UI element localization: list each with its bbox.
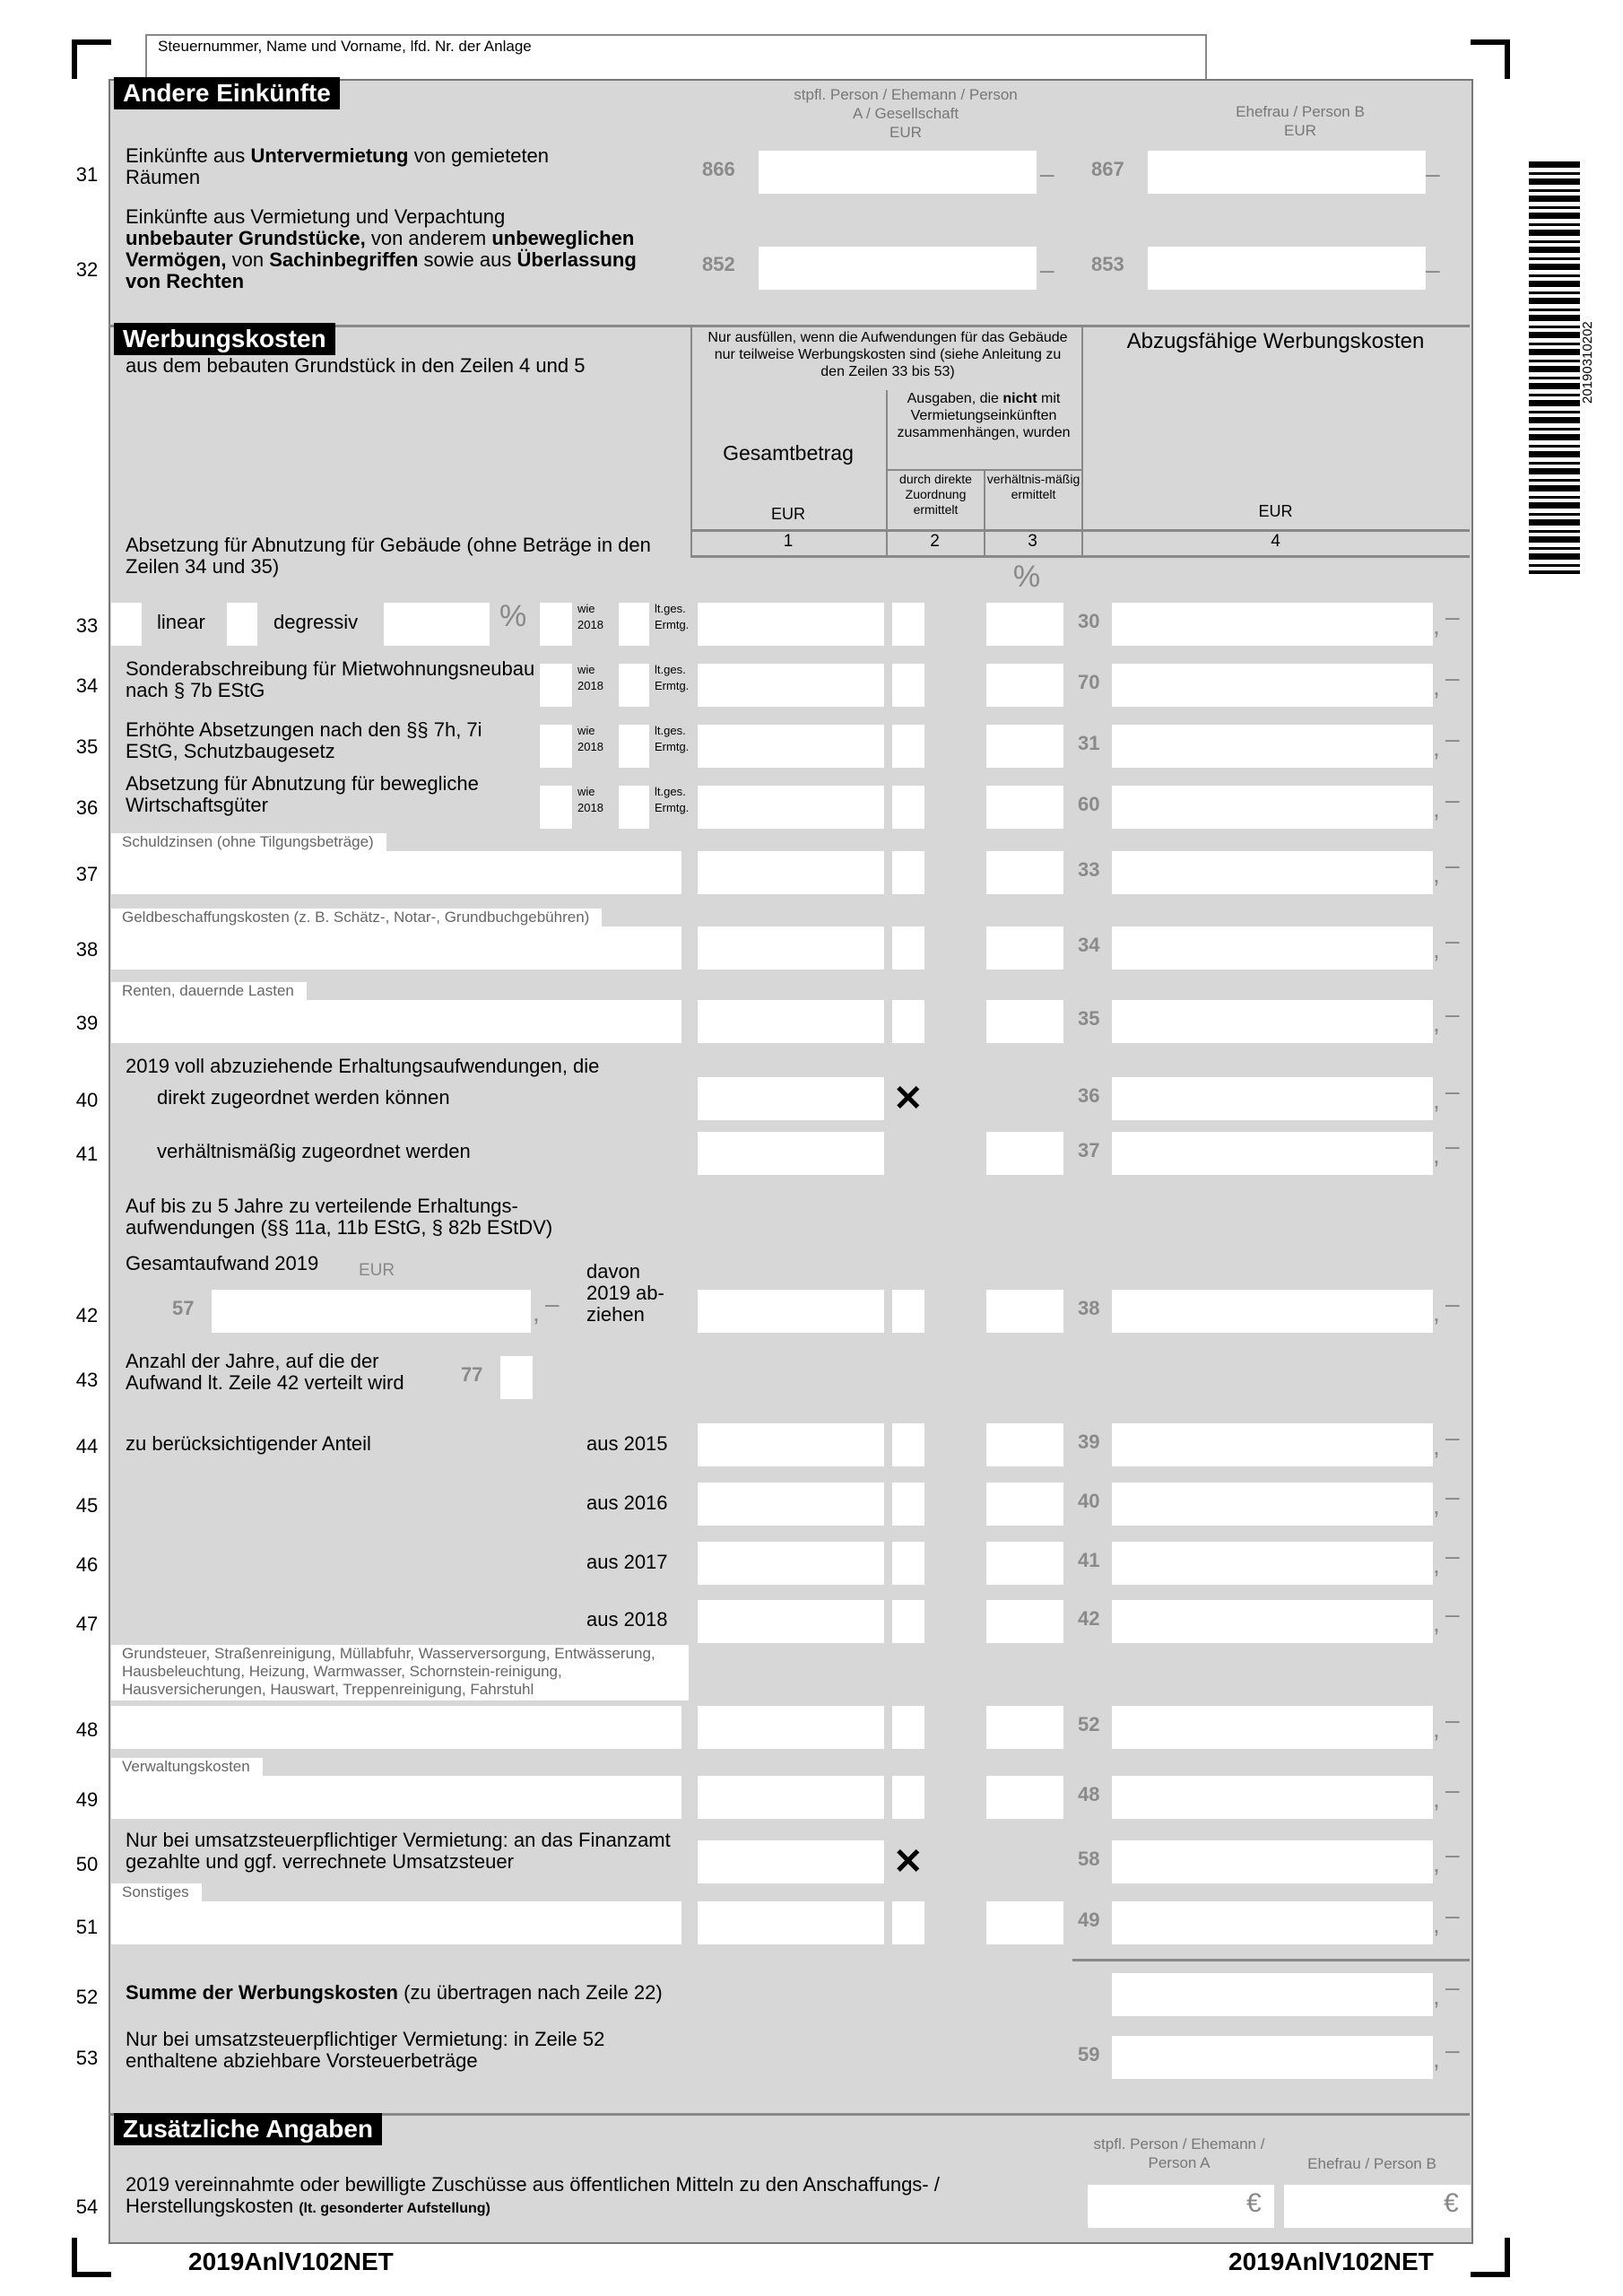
dash: –	[1445, 664, 1460, 691]
divider	[690, 555, 1470, 558]
comma: ,	[1433, 860, 1440, 888]
eur-label: EUR	[359, 1261, 395, 1280]
col4-input[interactable]	[1112, 786, 1433, 829]
row52-label: Summe der Werbungskosten (zu übertragen nach Zeile 22)	[126, 1981, 663, 2004]
col3-input[interactable]	[986, 1600, 1063, 1643]
col4-input[interactable]	[1112, 1542, 1433, 1585]
row42-intro: Auf bis zu 5 Jahre zu verteilende Erhaltungs-aufwendungen (§§ 11a, 11b EStG, § 82b EStDV)	[126, 1195, 553, 1239]
linear-checkbox[interactable]	[111, 603, 142, 646]
code-36: 36	[1078, 1084, 1100, 1107]
wk-note: Nur ausfüllen, wenn die Aufwendungen für das Gebäude nur teilweise Werbungskosten sind (siehe Anleitung zu den Zeilen 33 bis 53)	[707, 330, 1068, 379]
line-number: 45	[75, 1494, 99, 1517]
gesamtaufwand-label: Gesamtaufwand 2019	[126, 1252, 319, 1274]
wie-2018-label: wie 2018	[577, 663, 603, 692]
code-49: 49	[1078, 1909, 1100, 1931]
row48-label: Grundsteuer, Straßenreinigung, Müllabfuhr, Wasserversorgung, Entwässerung, Hausbeleuchtung, Heizung, Warmwasser, Schornstein-reinigung, Hausversicherungen, Hauswart, Treppenreinigung, Fahrstuhl	[111, 1645, 689, 1700]
years-input[interactable]	[500, 1356, 533, 1399]
col4-input[interactable]	[1112, 1600, 1433, 1643]
row48-text-input[interactable]	[111, 1706, 681, 1749]
tax-number-field[interactable]	[145, 34, 1207, 81]
col-header-person-a: stpfl. Person / Ehemann / Person A / Gesellschaft EUR	[794, 86, 1018, 141]
lt-ges-label: lt.ges. Ermtg.	[655, 663, 690, 692]
comma: ,	[1433, 1715, 1440, 1743]
wie-2018-checkbox[interactable]	[540, 664, 572, 707]
dash: –	[1426, 256, 1440, 283]
comma: ,	[1433, 795, 1440, 822]
year-2016-label: aus 2016	[586, 1492, 668, 1514]
col2-input[interactable]	[892, 1483, 924, 1526]
dash: –	[1445, 1542, 1460, 1570]
col4-input[interactable]	[1112, 1423, 1433, 1466]
input-866[interactable]	[759, 151, 1037, 194]
dash: –	[1445, 1483, 1460, 1510]
col3-input[interactable]	[986, 1000, 1063, 1043]
col2-input[interactable]	[892, 926, 924, 970]
row39-label: Renten, dauernde Lasten	[111, 982, 307, 1000]
code-38: 38	[1078, 1297, 1100, 1319]
dash: –	[1445, 926, 1460, 954]
col2-input[interactable]	[892, 1290, 924, 1333]
row43-label: Anzahl der Jahre, auf die der Aufwand lt. Zeile 42 verteilt wird	[126, 1350, 404, 1394]
line-number: 35	[75, 735, 99, 758]
year-2017-label: aus 2017	[586, 1551, 668, 1573]
degressiv-checkbox[interactable]	[227, 603, 257, 646]
col1-input[interactable]	[698, 1776, 884, 1819]
col-number-4: 4	[1271, 532, 1280, 551]
dash: –	[1445, 1000, 1460, 1028]
corner-mark-bottom-left	[72, 2238, 111, 2277]
line-number: 50	[75, 1853, 99, 1875]
col3-input[interactable]	[986, 1132, 1063, 1175]
col1-input[interactable]	[698, 1840, 884, 1883]
col4-input[interactable]	[1112, 1776, 1433, 1819]
input-852[interactable]	[759, 247, 1037, 290]
ausgaben-header: Ausgaben, die nicht mit Vermietungseinkünften zusammenhängen, wurden	[897, 391, 1071, 440]
degressiv-label: degressiv	[273, 611, 359, 633]
percent-sign: %	[499, 599, 527, 633]
comma: ,	[533, 1299, 540, 1326]
dash: –	[1445, 851, 1460, 879]
divider	[886, 469, 1081, 471]
comma: ,	[1433, 1982, 1440, 2010]
row39-text-input[interactable]	[111, 1000, 681, 1043]
col3-input[interactable]	[986, 1776, 1063, 1819]
lt-ges-checkbox[interactable]	[619, 664, 649, 707]
col1-input[interactable]	[698, 1132, 884, 1175]
col1-input[interactable]	[698, 603, 884, 646]
code-30: 30	[1078, 610, 1100, 632]
line-number: 46	[75, 1553, 99, 1576]
divider	[1081, 325, 1083, 558]
col3-input[interactable]	[986, 1706, 1063, 1749]
dash: –	[1445, 725, 1460, 752]
wie-2018-label: wie 2018	[577, 724, 603, 753]
row35-label: Erhöhte Absetzungen nach den §§ 7h, 7i EStG, Schutzbaugesetz	[126, 718, 482, 762]
afa-rate-input[interactable]	[384, 603, 490, 646]
col2-input[interactable]	[892, 1542, 924, 1585]
dash: –	[1445, 1706, 1460, 1734]
comma: ,	[1433, 1492, 1440, 1519]
col4-input[interactable]	[1112, 1901, 1433, 1944]
line-number: 48	[75, 1718, 99, 1741]
col2-input[interactable]	[892, 851, 924, 894]
col-header-person-b: Ehefrau / Person B	[1307, 2155, 1436, 2172]
col1-input[interactable]	[698, 1483, 884, 1526]
comma: ,	[1433, 1551, 1440, 1578]
col1-input[interactable]	[698, 851, 884, 894]
lt-ges-label: lt.ges. Ermtg.	[655, 602, 690, 631]
line-number: 31	[75, 163, 99, 186]
code-42: 42	[1078, 1607, 1100, 1630]
dash: –	[1445, 1840, 1460, 1868]
col3-input[interactable]	[986, 786, 1063, 829]
code-70: 70	[1078, 671, 1100, 693]
section-title-zusaetzliche-angaben: Zusätzliche Angaben	[114, 2113, 382, 2145]
gesamtbetrag-header: Gesamtbetrag	[723, 441, 854, 465]
corner-mark-top-left	[72, 39, 111, 79]
eur-col1: EUR	[770, 505, 805, 523]
col2-input[interactable]	[892, 1000, 924, 1043]
comma: ,	[1433, 612, 1440, 639]
dash: –	[1040, 256, 1055, 283]
col4-input[interactable]	[1112, 664, 1433, 707]
wie-2018-checkbox[interactable]	[540, 725, 572, 768]
lt-ges-label: lt.ges. Ermtg.	[655, 785, 690, 814]
tax-number-label: Steuernummer, Name und Vorname, lfd. Nr. der Anlage	[158, 38, 532, 55]
code-34: 34	[1078, 934, 1100, 956]
row38-label: Geldbeschaffungskosten (z. B. Schätz-, Notar-, Grundbuchgebühren)	[111, 909, 602, 926]
line-number: 36	[75, 796, 99, 819]
afa-label: Absetzung für Abnutzung für Gebäude (ohne Beträge in den Zeilen 34 und 35)	[126, 534, 651, 578]
row51-label: Sonstiges	[111, 1883, 202, 1901]
comma: ,	[1433, 1910, 1440, 1938]
col3-input[interactable]	[986, 1901, 1063, 1944]
col4-input[interactable]	[1112, 1000, 1433, 1043]
col2-input[interactable]	[892, 786, 924, 829]
line-number: 38	[75, 938, 99, 961]
line-number: 52	[75, 1986, 99, 2008]
line-number: 33	[75, 614, 99, 637]
comma: ,	[1433, 1299, 1440, 1326]
col2-input[interactable]	[892, 1901, 924, 1944]
col1-input[interactable]	[698, 1000, 884, 1043]
comma: ,	[1433, 734, 1440, 761]
row49-text-input[interactable]	[111, 1776, 681, 1819]
davon-label: davon 2019 ab-ziehen	[586, 1260, 664, 1326]
col4-input[interactable]	[1112, 1706, 1433, 1749]
dash: –	[1445, 603, 1460, 631]
dash: –	[1445, 1901, 1460, 1929]
row40-intro: 2019 voll abzuziehende Erhaltungsaufwendungen, die	[126, 1055, 600, 1077]
comma: ,	[1433, 1141, 1440, 1169]
row44-label: zu berücksichtigender Anteil	[126, 1432, 371, 1455]
barcode-number: 20190310202	[1580, 321, 1595, 404]
eur-col4: EUR	[1258, 502, 1293, 520]
not-applicable-mark: ✕	[893, 1842, 924, 1882]
vorsteuer-input[interactable]	[1112, 2036, 1433, 2079]
code-35: 35	[1078, 1007, 1100, 1030]
wie-2018-checkbox[interactable]	[540, 603, 572, 646]
col2-input[interactable]	[892, 1600, 924, 1643]
col4-input[interactable]	[1112, 1290, 1433, 1333]
col3-input[interactable]	[986, 664, 1063, 707]
col4-input[interactable]	[1112, 725, 1433, 768]
input-853[interactable]	[1148, 247, 1426, 290]
lt-ges-checkbox[interactable]	[619, 786, 649, 829]
euro-icon: €	[1246, 2188, 1262, 2218]
col3-input[interactable]	[986, 926, 1063, 970]
abzug-header: Abzugsfähige Werbungskosten	[1126, 329, 1425, 353]
sum-input[interactable]	[1112, 1973, 1433, 2016]
code-852: 852	[702, 253, 735, 275]
comma: ,	[1433, 1432, 1440, 1460]
sum-divider	[1072, 1959, 1470, 1961]
row37-label: Schuldzinsen (ohne Tilgungsbeträge)	[111, 833, 386, 851]
lt-ges-checkbox[interactable]	[619, 603, 649, 646]
code-57: 57	[172, 1297, 195, 1319]
col1-input[interactable]	[698, 926, 884, 970]
col1-input[interactable]	[698, 1600, 884, 1643]
not-applicable-mark: ✕	[893, 1079, 924, 1118]
line-number: 37	[75, 863, 99, 885]
col2-input[interactable]	[892, 664, 924, 707]
code-59: 59	[1078, 2043, 1100, 2066]
col1-input[interactable]	[698, 1901, 884, 1944]
code-77: 77	[461, 1363, 483, 1386]
direkt-header: durch direkte Zuordnung ermittelt	[899, 472, 972, 517]
col1-input[interactable]	[698, 1706, 884, 1749]
col4-input[interactable]	[1112, 1840, 1433, 1883]
comma: ,	[1433, 2045, 1440, 2073]
verh-header: verhältnis-mäßig ermittelt	[986, 472, 1081, 501]
code-52: 52	[1078, 1713, 1100, 1735]
form-id-left: 2019AnlV102NET	[188, 2248, 394, 2275]
lt-ges-label: lt.ges. Ermtg.	[655, 724, 690, 753]
code-39: 39	[1078, 1431, 1100, 1453]
row38-text-input[interactable]	[111, 926, 681, 970]
code-33: 33	[1078, 858, 1100, 881]
comma: ,	[1433, 1609, 1440, 1637]
row40-label: direkt zugeordnet werden können	[157, 1086, 450, 1109]
dash: –	[1445, 786, 1460, 813]
row41-label: verhältnismäßig zugeordnet werden	[157, 1140, 471, 1162]
code-48: 48	[1078, 1783, 1100, 1805]
col1-input[interactable]	[698, 1290, 884, 1333]
col4-input[interactable]	[1112, 1483, 1433, 1526]
line-number: 41	[75, 1143, 99, 1165]
col3-input[interactable]	[986, 725, 1063, 768]
section-title-andere-einkuenfte: Andere Einkünfte	[114, 77, 340, 109]
dash: –	[1445, 1077, 1460, 1105]
col3-input[interactable]	[986, 851, 1063, 894]
comma: ,	[1433, 935, 1440, 963]
corner-mark-top-right	[1471, 39, 1510, 79]
wk-subtitle: aus dem bebauten Grundstück in den Zeilen 4 und 5	[126, 354, 586, 377]
row31-label: Einkünfte aus Untervermietung von gemieteten Räumen	[126, 144, 550, 188]
row54-label: 2019 vereinnahmte oder bewilligte Zuschüsse aus öffentlichen Mitteln zu den Anschaffungs- / Herstellungskosten (lt. gesonderter Aufstellung)	[126, 2173, 940, 2217]
input-867[interactable]	[1148, 151, 1426, 194]
line-number: 47	[75, 1613, 99, 1635]
col4-input[interactable]	[1112, 1077, 1433, 1120]
col3-input[interactable]	[986, 1542, 1063, 1585]
row32-label: Einkünfte aus Vermietung und Verpachtung unbebauter Grundstücke, von anderem unbeweglichen Vermögen, von Sachinbegriffen sowie aus Überlassung von Rechten	[126, 205, 637, 292]
col-number-2: 2	[930, 532, 940, 551]
line-number: 49	[75, 1788, 99, 1811]
col1-input[interactable]	[698, 1423, 884, 1466]
col1-input[interactable]	[698, 1542, 884, 1585]
row34-label: Sonderabschreibung für Mietwohnungsneubau nach § 7b EStG	[126, 657, 535, 701]
col2-input[interactable]	[892, 1706, 924, 1749]
dash: –	[1445, 1776, 1460, 1804]
line-number: 40	[75, 1089, 99, 1111]
col2-input[interactable]	[892, 1423, 924, 1466]
comma: ,	[1433, 1086, 1440, 1114]
dash: –	[1040, 160, 1055, 187]
dash: –	[1426, 160, 1440, 187]
dash: –	[1445, 1290, 1460, 1318]
code-853: 853	[1091, 253, 1124, 275]
col-number-3: 3	[1028, 532, 1037, 551]
col3-input[interactable]	[986, 1290, 1063, 1333]
code-60: 60	[1078, 793, 1100, 815]
col1-input[interactable]	[698, 786, 884, 829]
row53-label: Nur bei umsatzsteuerpflichtiger Vermietung: in Zeile 52 enthaltene abziehbare Vorsteuerbeträge	[126, 2028, 605, 2072]
wie-2018-label: wie 2018	[577, 602, 603, 631]
euro-icon: €	[1444, 2188, 1459, 2218]
col-header-person-a: stpfl. Person / Ehemann / Person A	[1093, 2135, 1265, 2171]
col4-input[interactable]	[1112, 603, 1433, 646]
col3-input[interactable]	[986, 603, 1063, 646]
line-number: 32	[75, 258, 99, 281]
col2-input[interactable]	[892, 725, 924, 768]
comma: ,	[1433, 1849, 1440, 1877]
line-number: 44	[75, 1435, 99, 1457]
col1-input[interactable]	[698, 725, 884, 768]
section-title-werbungskosten: Werbungskosten	[114, 323, 335, 355]
line-number: 39	[75, 1012, 99, 1034]
year-2018-label: aus 2018	[586, 1608, 668, 1631]
line-number: 43	[75, 1369, 99, 1391]
comma: ,	[1433, 1785, 1440, 1813]
col3-input[interactable]	[986, 1483, 1063, 1526]
code-40: 40	[1078, 1490, 1100, 1512]
wie-2018-checkbox[interactable]	[540, 786, 572, 829]
col1-input[interactable]	[698, 1077, 884, 1120]
code-867: 867	[1091, 158, 1124, 180]
row37-text-input[interactable]	[111, 851, 681, 894]
line-number: 54	[75, 2196, 99, 2218]
code-41: 41	[1078, 1549, 1100, 1571]
comma: ,	[1433, 1009, 1440, 1037]
dash: –	[1445, 1423, 1460, 1451]
row36-label: Absetzung für Abnutzung für bewegliche Wirtschaftsgüter	[126, 772, 479, 816]
dash: –	[1445, 1600, 1460, 1628]
line-number: 51	[75, 1916, 99, 1938]
code-37: 37	[1078, 1139, 1100, 1161]
zuschuss-input-b[interactable]	[1284, 2185, 1471, 2228]
comma: ,	[1433, 673, 1440, 700]
row49-label: Verwaltungskosten	[111, 1758, 263, 1776]
gesamtaufwand-input[interactable]	[212, 1290, 531, 1333]
dash: –	[1445, 1132, 1460, 1160]
row50-label: Nur bei umsatzsteuerpflichtiger Vermietung: an das Finanzamt gezahlte und ggf. verrechnete Umsatzsteuer	[126, 1829, 671, 1873]
col3-input[interactable]	[986, 1423, 1063, 1466]
code-866: 866	[702, 158, 735, 180]
dash: –	[1445, 1973, 1460, 2001]
barcode	[1529, 161, 1580, 574]
code-58: 58	[1078, 1848, 1100, 1870]
form-id-right: 2019AnlV102NET	[1228, 2248, 1434, 2275]
wie-2018-label: wie 2018	[577, 785, 603, 814]
col2-input[interactable]	[892, 603, 924, 646]
corner-mark-bottom-right	[1471, 2238, 1510, 2277]
col4-input[interactable]	[1112, 926, 1433, 970]
col4-input[interactable]	[1112, 851, 1433, 894]
line-number: 53	[75, 2047, 99, 2069]
code-31: 31	[1078, 732, 1100, 754]
linear-label: linear	[157, 611, 205, 633]
line-number: 42	[75, 1304, 99, 1326]
col1-input[interactable]	[698, 664, 884, 707]
col4-input[interactable]	[1112, 1132, 1433, 1175]
dash: –	[1445, 2036, 1460, 2064]
col-header-person-b: Ehefrau / Person B EUR	[1236, 103, 1365, 139]
row51-text-input[interactable]	[111, 1901, 681, 1944]
year-2015-label: aus 2015	[586, 1432, 668, 1455]
lt-ges-checkbox[interactable]	[619, 725, 649, 768]
percent-sign: %	[1012, 560, 1041, 594]
col2-input[interactable]	[892, 1776, 924, 1819]
dash: –	[545, 1290, 560, 1318]
col-number-1: 1	[783, 532, 794, 551]
line-number: 34	[75, 674, 99, 697]
